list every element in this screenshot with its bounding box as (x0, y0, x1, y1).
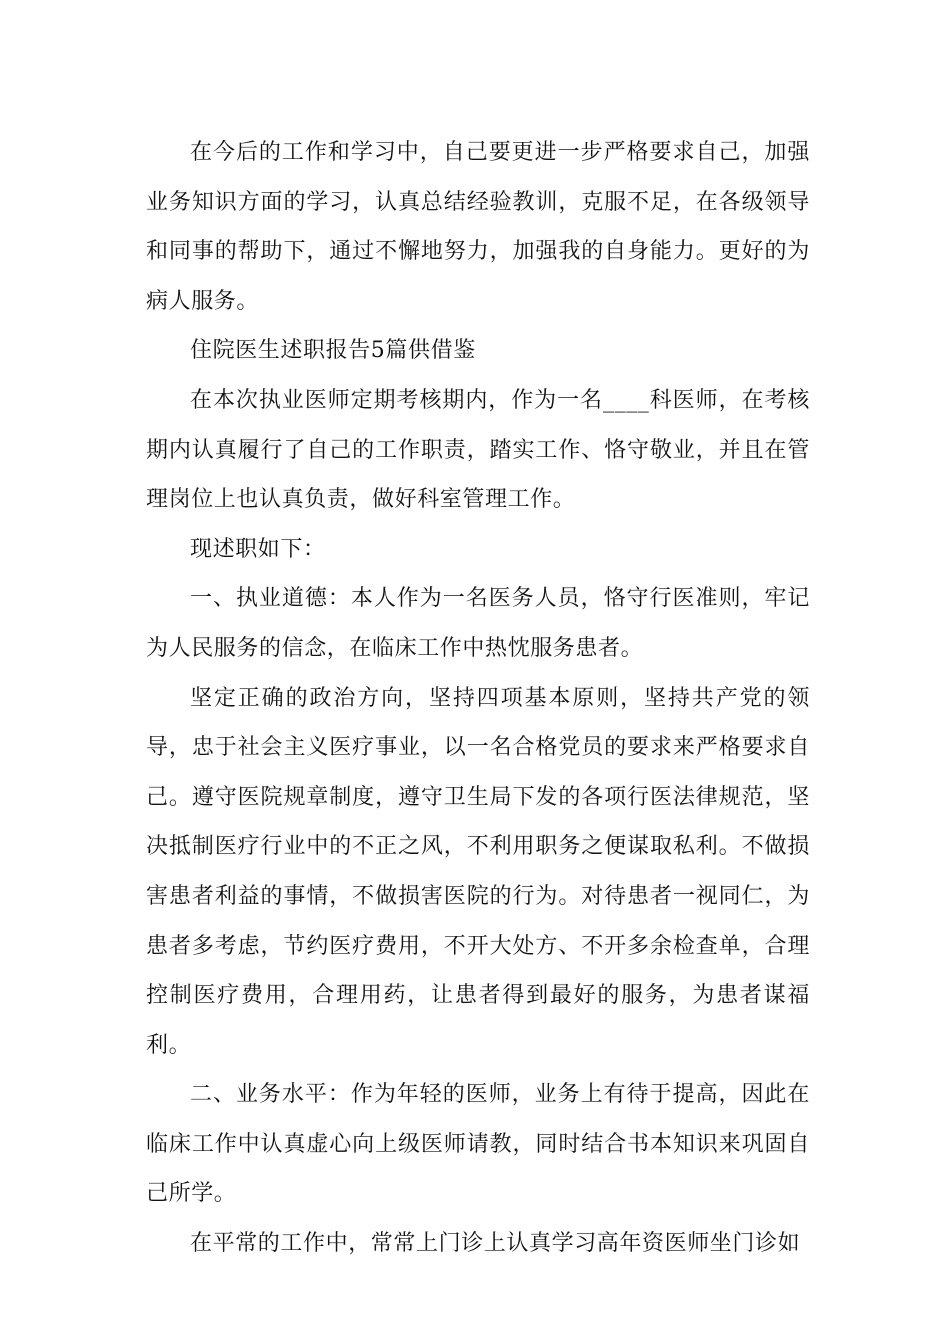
report-heading: 住院医生述职报告5篇供借鉴 (190, 338, 476, 364)
paragraph-closing-remarks: 在今后的工作和学习中，自己要更进一步严格要求自己，加强业务知识方面的学习，认真总结经验教训，克服不足，在各级领导和同事的帮助下，通过不懈地努力，加强我的自身能力。更好的为病人服务。 (146, 140, 810, 314)
paragraph-daily-work: 在平常的工作中，常常上门诊上认真学习高年资医师坐门诊如 (190, 1231, 801, 1257)
paragraph-skills-heading: 二、业务水平：作为年轻的医师，业务上有待于提高，因此在临床工作中认真虚心向上级医师请教，同时结合书本知识来巩固自己所学。 (146, 1082, 810, 1207)
paragraph-intro: 在本次执业医师定期考核期内，作为一名____科医师，在考核期内认真履行了自己的工作职责，踏实工作、恪守敬业，并且在管理岗位上也认真负责，做好科室管理工作。 (146, 387, 810, 513)
paragraph-ethics-heading: 一、执业道德：本人作为一名医务人员，恪守行医准则，牢记为人民服务的信念，在临床工作中热忱服务患者。 (146, 586, 810, 661)
paragraph-ethics-detail: 坚定正确的政治方向，坚持四项基本原则，坚持共产党的领导，忠于社会主义医疗事业，以一名合格党员的要求来严格要求自己。遵守医院规章制度，遵守卫生局下发的各项行医法律规范，坚决抵制医疗行业中的不正之风，不利用职务之便谋取私利。不做损害患者利益的事情，不做损害医院的行为。对待患者一视同仁，为患者多考虑，节约医疗费用，不开大处方、不开多余检查单，合理控制医疗费用，合理用药，让患者得到最好的服务，为患者谋福利。 (146, 685, 810, 1058)
document-body (146, 128, 810, 1269)
paragraph-lead-in: 现述职如下： (190, 536, 326, 562)
